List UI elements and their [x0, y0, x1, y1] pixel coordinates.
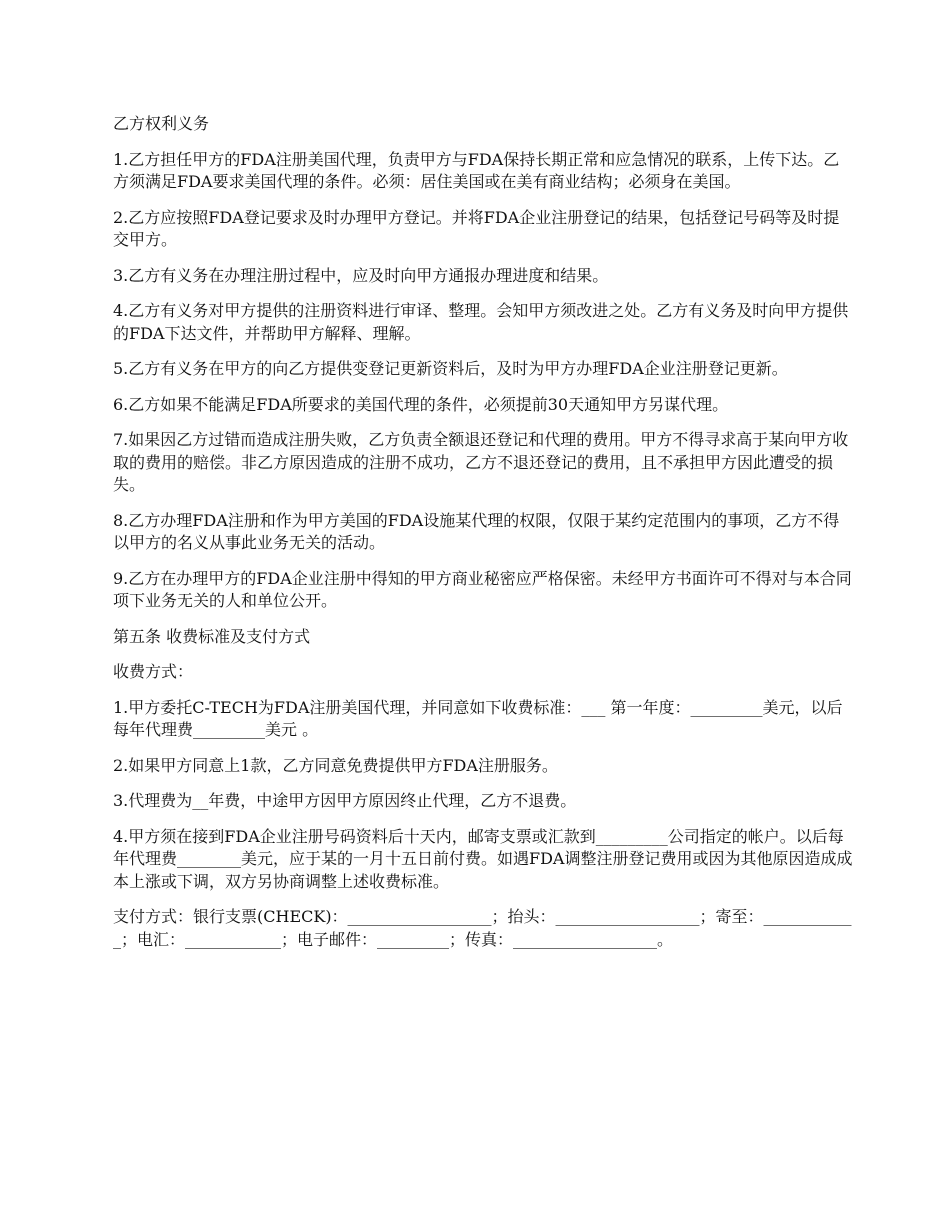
- fee-clause-2: 2.如果甲方同意上1款，乙方同意免费提供甲方FDA注册服务。: [113, 755, 558, 775]
- document-page: [113, 113, 853, 964]
- section-heading-party-b-rights: 乙方权利义务: [113, 114, 210, 133]
- clause-4: 4.乙方有义务对甲方提供的注册资料进行审译、整理。会知甲方须改进之处。乙方有义务及时向甲方提供的FDA下达文件，并帮助甲方解释、理解。: [113, 301, 849, 343]
- fee-clause-3: 3.代理费为__年费，中途甲方因甲方原因终止代理，乙方不退费。: [113, 791, 577, 810]
- fee-method-heading: 收费方式：: [113, 662, 194, 681]
- fee-clause-1: 1.甲方委托C-TECH为FDA注册美国代理，并同意如下收费标准：___ 第一年度：_________美元，以后每年代理费_________美元 。: [113, 697, 843, 739]
- clause-8: 8.乙方办理FDA注册和作为甲方美国的FDA设施某代理的权限，仅限于某约定范围内的事项，乙方不得以甲方的名义从事此业务无关的活动。: [113, 510, 840, 552]
- article-5-heading: 第五条 收费标准及支付方式: [113, 626, 311, 646]
- clause-5: 5.乙方有义务在甲方的向乙方提供变登记更新资料后，及时为甲方办理FDA企业注册登记更新。: [113, 359, 788, 378]
- clause-6: 6.乙方如果不能满足FDA所要求的美国代理的条件，必须提前30天通知甲方另谋代理。: [113, 394, 729, 414]
- clause-3: 3.乙方有义务在办理注册过程中，应及时向甲方通报办理进度和结果。: [113, 265, 609, 285]
- fee-clause-4: 4.甲方须在接到FDA企业注册号码资料后十天内，邮寄支票或汇款到_________公司指定的帐户。以后每年代理费________美元，应于某的一月十五日前付费。如遇FDA调整注册登记费用或因为其他原因造成成本上涨或下调，双方另协商调整上述收费标准。: [113, 826, 853, 891]
- clause-9: 9.乙方在办理甲方的FDA企业注册中得知的甲方商业秘密应严格保密。未经甲方书面许可不得对与本合同项下业务无关的人和单位公开。: [113, 568, 852, 610]
- clause-7: 7.如果因乙方过错而造成注册失败，乙方负责全额退还登记和代理的费用。甲方不得寻求高于某向甲方收取的费用的赔偿。非乙方原因造成的注册不成功，乙方不退还登记的费用，且不承担甲方因此遭受的损失。: [113, 430, 849, 494]
- payment-method: 支付方式：银行支票(CHECK)：__________________；抬头：__________________；寄至：____________；电汇：____________；电子邮件：_________；传真：__________________。: [113, 907, 852, 949]
- clause-2: 2.乙方应按照FDA登记要求及时办理甲方登记。并将FDA企业注册登记的结果，包括登记号码等及时提交甲方。: [113, 207, 840, 249]
- clause-1: 1.乙方担任甲方的FDA注册美国代理，负责甲方与FDA保持长期正常和应急情况的联系，上传下达。乙方须满足FDA要求美国代理的条件。必须：居住美国或在美有商业结构；必须身在美国。: [113, 149, 840, 191]
